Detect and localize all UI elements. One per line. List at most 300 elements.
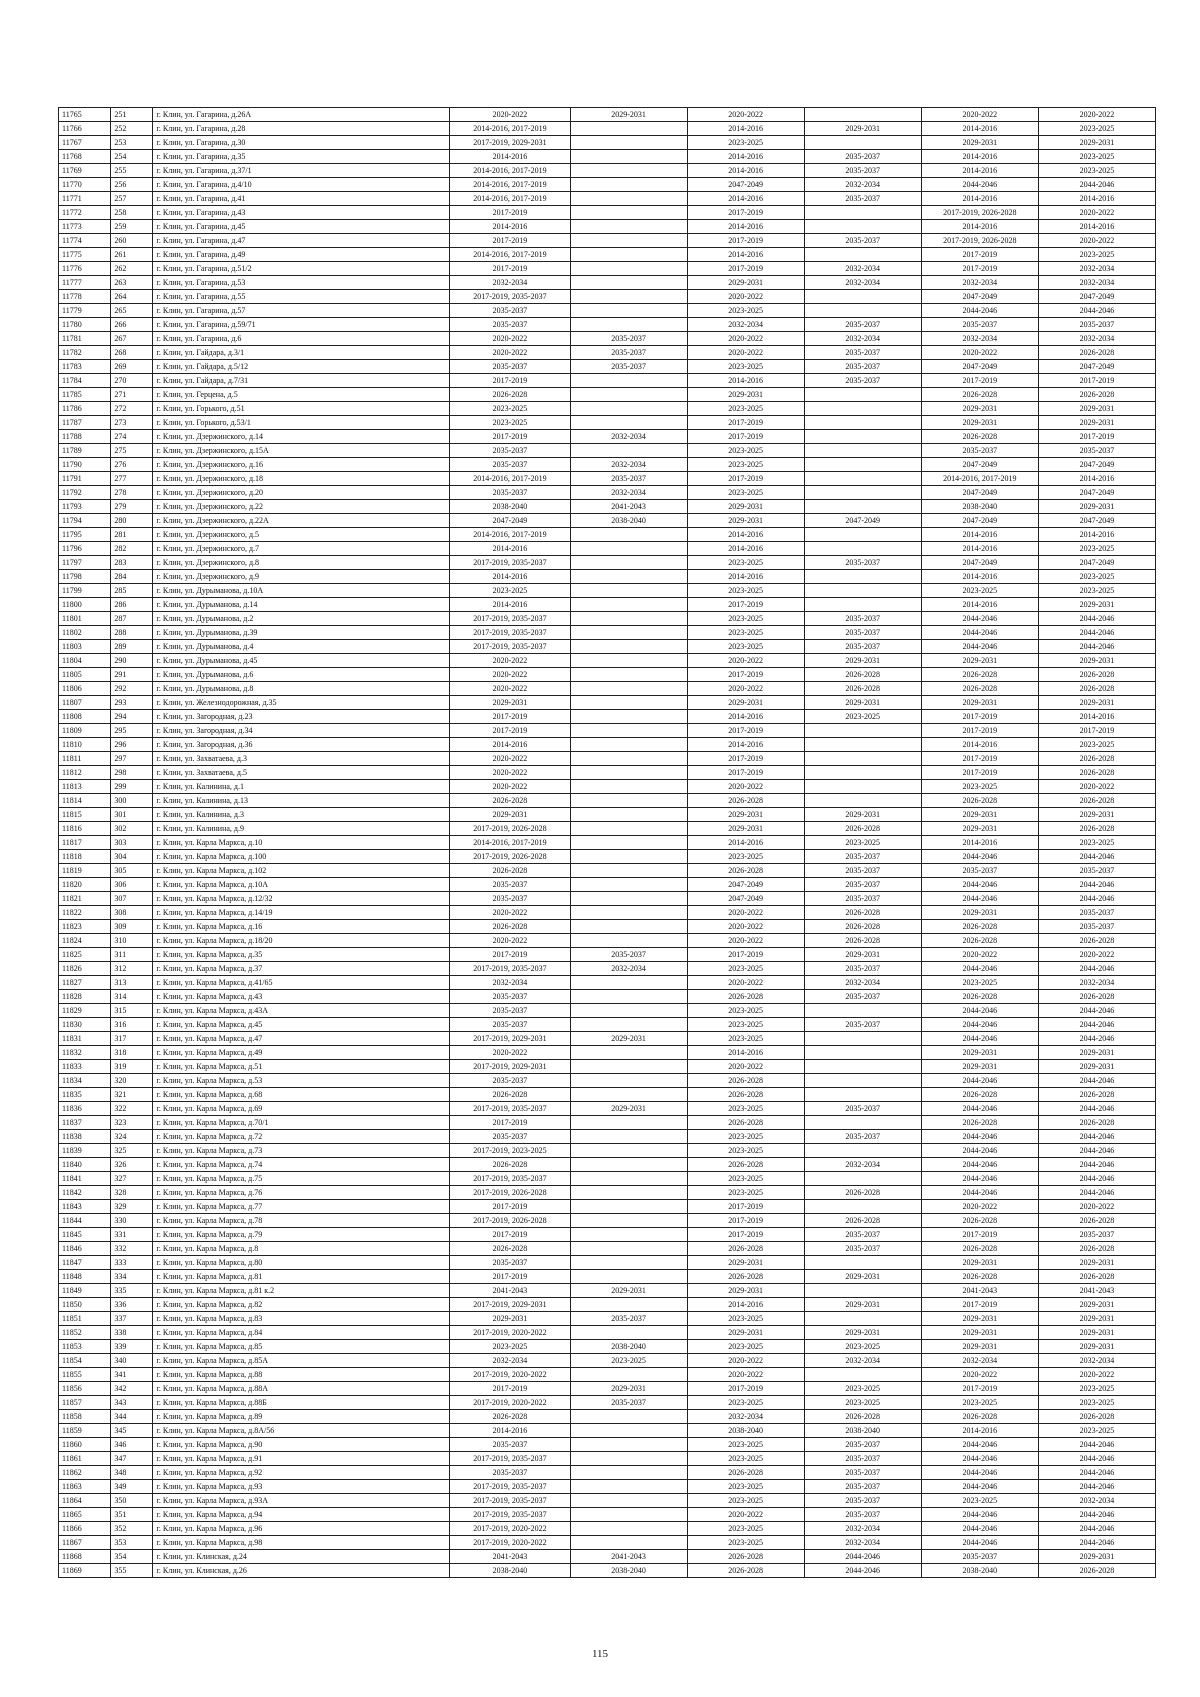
period-cell-5: 2020-2022 xyxy=(921,1368,1038,1382)
address-cell: г. Клин, ул. Дзержинского, д.22 xyxy=(153,500,450,514)
item-number-cell: 269 xyxy=(111,360,153,374)
period-cell-6: 2044-2046 xyxy=(1038,1004,1155,1018)
table-row xyxy=(59,1060,1156,1074)
period-cell-1: 2014-2016 xyxy=(450,220,570,234)
period-cell-3: 2023-2025 xyxy=(687,962,804,976)
period-cell-3: 2014-2016 xyxy=(687,542,804,556)
period-cell-3: 2026-2028 xyxy=(687,1158,804,1172)
period-cell-6: 2047-2049 xyxy=(1038,290,1155,304)
period-cell-6: 2026-2028 xyxy=(1038,934,1155,948)
period-cell-2 xyxy=(570,416,687,430)
address-cell: г. Клин, ул. Карла Маркса, д.74 xyxy=(153,1158,450,1172)
period-cell-3: 2026-2028 xyxy=(687,1270,804,1284)
table-row xyxy=(59,276,1156,290)
address-cell: г. Клин, ул. Дурыманова, д.6 xyxy=(153,668,450,682)
table-row xyxy=(59,1228,1156,1242)
period-cell-5: 2044-2046 xyxy=(921,1480,1038,1494)
period-cell-5: 2044-2046 xyxy=(921,1536,1038,1550)
table-row xyxy=(59,1214,1156,1228)
period-cell-2 xyxy=(570,682,687,696)
item-number-cell: 320 xyxy=(111,1074,153,1088)
period-cell-3: 2014-2016 xyxy=(687,836,804,850)
period-cell-1: 2017-2019, 2035-2037 xyxy=(450,640,570,654)
period-cell-6: 2026-2028 xyxy=(1038,766,1155,780)
period-cell-4: 2035-2037 xyxy=(804,1018,921,1032)
table-row xyxy=(59,962,1156,976)
table-row xyxy=(59,416,1156,430)
period-cell-4: 2023-2025 xyxy=(804,836,921,850)
period-cell-4: 2026-2028 xyxy=(804,682,921,696)
period-cell-6: 2026-2028 xyxy=(1038,1270,1155,1284)
address-cell: г. Клин, ул. Карла Маркса, д.98 xyxy=(153,1536,450,1550)
period-cell-3: 2020-2022 xyxy=(687,346,804,360)
row-number-cell: 11778 xyxy=(59,290,111,304)
period-cell-2 xyxy=(570,668,687,682)
period-cell-6: 2023-2025 xyxy=(1038,150,1155,164)
table-row xyxy=(59,808,1156,822)
row-number-cell: 11846 xyxy=(59,1242,111,1256)
item-number-cell: 333 xyxy=(111,1256,153,1270)
period-cell-4 xyxy=(804,444,921,458)
period-cell-4: 2035-2037 xyxy=(804,1102,921,1116)
period-cell-3: 2014-2016 xyxy=(687,150,804,164)
period-cell-3: 2020-2022 xyxy=(687,1368,804,1382)
address-cell: г. Клин, ул. Карла Маркса, д.8 xyxy=(153,1242,450,1256)
period-cell-4: 2032-2034 xyxy=(804,178,921,192)
item-number-cell: 353 xyxy=(111,1536,153,1550)
period-cell-2: 2038-2040 xyxy=(570,1564,687,1578)
row-number-cell: 11851 xyxy=(59,1312,111,1326)
period-cell-6: 2014-2016 xyxy=(1038,472,1155,486)
period-cell-2 xyxy=(570,710,687,724)
item-number-cell: 253 xyxy=(111,136,153,150)
table-row xyxy=(59,1466,1156,1480)
period-cell-2 xyxy=(570,122,687,136)
period-cell-2 xyxy=(570,1144,687,1158)
period-cell-5: 2044-2046 xyxy=(921,1032,1038,1046)
period-cell-4: 2035-2037 xyxy=(804,1466,921,1480)
period-cell-5: 2014-2016 xyxy=(921,192,1038,206)
period-cell-5: 2014-2016 xyxy=(921,598,1038,612)
period-cell-3: 2017-2019 xyxy=(687,1382,804,1396)
period-cell-3: 2029-2031 xyxy=(687,276,804,290)
period-cell-6: 2026-2028 xyxy=(1038,990,1155,1004)
period-cell-2: 2041-2043 xyxy=(570,1550,687,1564)
address-cell: г. Клин, ул. Карла Маркса, д.100 xyxy=(153,850,450,864)
period-cell-1: 2020-2022 xyxy=(450,934,570,948)
period-cell-1: 2035-2037 xyxy=(450,1130,570,1144)
period-cell-6: 2026-2028 xyxy=(1038,794,1155,808)
period-cell-3: 2017-2019 xyxy=(687,472,804,486)
period-cell-1: 2017-2019, 2035-2037 xyxy=(450,1480,570,1494)
period-cell-2 xyxy=(570,822,687,836)
period-cell-6: 2023-2025 xyxy=(1038,836,1155,850)
period-cell-2 xyxy=(570,388,687,402)
period-cell-6: 2041-2043 xyxy=(1038,1284,1155,1298)
address-cell: г. Клин, ул. Гайдара, д.3/1 xyxy=(153,346,450,360)
address-cell: г. Клин, ул. Карла Маркса, д.90 xyxy=(153,1438,450,1452)
table-row xyxy=(59,486,1156,500)
item-number-cell: 347 xyxy=(111,1452,153,1466)
row-number-cell: 11844 xyxy=(59,1214,111,1228)
item-number-cell: 285 xyxy=(111,584,153,598)
address-cell: г. Клин, ул. Дзержинского, д.8 xyxy=(153,556,450,570)
item-number-cell: 355 xyxy=(111,1564,153,1578)
period-cell-4: 2023-2025 xyxy=(804,1396,921,1410)
period-cell-4 xyxy=(804,766,921,780)
period-cell-2: 2038-2040 xyxy=(570,514,687,528)
table-row xyxy=(59,1494,1156,1508)
table-row xyxy=(59,892,1156,906)
period-cell-5: 2044-2046 xyxy=(921,1074,1038,1088)
item-number-cell: 321 xyxy=(111,1088,153,1102)
address-cell: г. Клин, ул. Захватаева, д.3 xyxy=(153,752,450,766)
period-cell-3: 2020-2022 xyxy=(687,920,804,934)
table-row xyxy=(59,696,1156,710)
period-cell-4: 2035-2037 xyxy=(804,990,921,1004)
period-cell-5: 2029-2031 xyxy=(921,696,1038,710)
period-cell-4 xyxy=(804,416,921,430)
period-cell-6: 2044-2046 xyxy=(1038,892,1155,906)
item-number-cell: 308 xyxy=(111,906,153,920)
period-cell-3: 2020-2022 xyxy=(687,1354,804,1368)
item-number-cell: 325 xyxy=(111,1144,153,1158)
row-number-cell: 11831 xyxy=(59,1032,111,1046)
item-number-cell: 264 xyxy=(111,290,153,304)
table-row xyxy=(59,654,1156,668)
period-cell-6: 2023-2025 xyxy=(1038,164,1155,178)
period-cell-2 xyxy=(570,598,687,612)
period-cell-4 xyxy=(804,472,921,486)
address-cell: г. Клин, ул. Дурыманова, д.2 xyxy=(153,612,450,626)
table-row xyxy=(59,122,1156,136)
period-cell-3: 2023-2025 xyxy=(687,304,804,318)
row-number-cell: 11845 xyxy=(59,1228,111,1242)
table-row xyxy=(59,1116,1156,1130)
period-cell-1: 2020-2022 xyxy=(450,682,570,696)
row-number-cell: 11829 xyxy=(59,1004,111,1018)
period-cell-2 xyxy=(570,1466,687,1480)
table-row xyxy=(59,220,1156,234)
period-cell-3: 2023-2025 xyxy=(687,1340,804,1354)
period-cell-4: 2044-2046 xyxy=(804,1550,921,1564)
period-cell-2 xyxy=(570,1060,687,1074)
item-number-cell: 258 xyxy=(111,206,153,220)
item-number-cell: 322 xyxy=(111,1102,153,1116)
period-cell-2 xyxy=(570,1298,687,1312)
period-cell-5: 2047-2049 xyxy=(921,514,1038,528)
period-cell-5: 2026-2028 xyxy=(921,1116,1038,1130)
address-cell: г. Клин, ул. Дзержинского, д.14 xyxy=(153,430,450,444)
period-cell-6: 2029-2031 xyxy=(1038,136,1155,150)
period-cell-6: 2044-2046 xyxy=(1038,626,1155,640)
address-cell: г. Клин, ул. Гагарина, д.53 xyxy=(153,276,450,290)
period-cell-4: 2029-2031 xyxy=(804,808,921,822)
period-cell-3: 2029-2031 xyxy=(687,808,804,822)
period-cell-6: 2044-2046 xyxy=(1038,1438,1155,1452)
table-row xyxy=(59,234,1156,248)
table-row xyxy=(59,1354,1156,1368)
item-number-cell: 273 xyxy=(111,416,153,430)
period-cell-1: 2014-2016, 2017-2019 xyxy=(450,836,570,850)
row-number-cell: 11835 xyxy=(59,1088,111,1102)
table-row xyxy=(59,1144,1156,1158)
period-cell-4 xyxy=(804,738,921,752)
period-cell-5: 2029-2031 xyxy=(921,1256,1038,1270)
item-number-cell: 263 xyxy=(111,276,153,290)
period-cell-5: 2029-2031 xyxy=(921,136,1038,150)
period-cell-6: 2029-2031 xyxy=(1038,1550,1155,1564)
period-cell-4 xyxy=(804,752,921,766)
period-cell-2 xyxy=(570,1438,687,1452)
period-cell-3: 2017-2019 xyxy=(687,1228,804,1242)
address-cell: г. Клин, ул. Загородная, д.23 xyxy=(153,710,450,724)
row-number-cell: 11770 xyxy=(59,178,111,192)
row-number-cell: 11788 xyxy=(59,430,111,444)
item-number-cell: 266 xyxy=(111,318,153,332)
period-cell-6: 2014-2016 xyxy=(1038,192,1155,206)
period-cell-2 xyxy=(570,1214,687,1228)
period-cell-1: 2017-2019, 2029-2031 xyxy=(450,1060,570,1074)
period-cell-5: 2035-2037 xyxy=(921,1550,1038,1564)
address-cell: г. Клин, ул. Карла Маркса, д.89 xyxy=(153,1410,450,1424)
period-cell-3: 2023-2025 xyxy=(687,1438,804,1452)
item-number-cell: 267 xyxy=(111,332,153,346)
address-cell: г. Клин, ул. Загородная, д.34 xyxy=(153,724,450,738)
period-cell-4 xyxy=(804,1032,921,1046)
period-cell-3: 2023-2025 xyxy=(687,1018,804,1032)
period-cell-3: 2017-2019 xyxy=(687,1200,804,1214)
item-number-cell: 332 xyxy=(111,1242,153,1256)
period-cell-2 xyxy=(570,1172,687,1186)
item-number-cell: 305 xyxy=(111,864,153,878)
period-cell-6: 2029-2031 xyxy=(1038,1298,1155,1312)
period-cell-4: 2035-2037 xyxy=(804,150,921,164)
row-number-cell: 11858 xyxy=(59,1410,111,1424)
item-number-cell: 290 xyxy=(111,654,153,668)
period-cell-5: 2026-2028 xyxy=(921,1214,1038,1228)
period-cell-1: 2032-2034 xyxy=(450,276,570,290)
row-number-cell: 11767 xyxy=(59,136,111,150)
period-cell-6: 2020-2022 xyxy=(1038,948,1155,962)
period-cell-6: 2023-2025 xyxy=(1038,584,1155,598)
period-cell-6: 2044-2046 xyxy=(1038,304,1155,318)
table-row xyxy=(59,1480,1156,1494)
period-cell-6: 2023-2025 xyxy=(1038,1396,1155,1410)
address-cell: г. Клин, ул. Карла Маркса, д.85А xyxy=(153,1354,450,1368)
address-cell: г. Клин, ул. Дзержинского, д.9 xyxy=(153,570,450,584)
period-cell-2: 2023-2025 xyxy=(570,1354,687,1368)
period-cell-3: 2014-2016 xyxy=(687,248,804,262)
period-cell-3: 2020-2022 xyxy=(687,780,804,794)
item-number-cell: 304 xyxy=(111,850,153,864)
period-cell-5: 2035-2037 xyxy=(921,444,1038,458)
period-cell-5: 2044-2046 xyxy=(921,1018,1038,1032)
address-cell: г. Клин, ул. Гайдара, д.5/12 xyxy=(153,360,450,374)
row-number-cell: 11804 xyxy=(59,654,111,668)
table-row xyxy=(59,836,1156,850)
period-cell-4 xyxy=(804,1200,921,1214)
address-cell: г. Клин, ул. Гагарина, д.51/2 xyxy=(153,262,450,276)
address-cell: г. Клин, ул. Карла Маркса, д.91 xyxy=(153,1452,450,1466)
period-cell-1: 2035-2037 xyxy=(450,1256,570,1270)
row-number-cell: 11834 xyxy=(59,1074,111,1088)
period-cell-3: 2014-2016 xyxy=(687,710,804,724)
item-number-cell: 302 xyxy=(111,822,153,836)
period-cell-2 xyxy=(570,1494,687,1508)
address-cell: г. Клин, ул. Карла Маркса, д.93А xyxy=(153,1494,450,1508)
period-cell-4 xyxy=(804,402,921,416)
table-row xyxy=(59,1032,1156,1046)
period-cell-3: 2026-2028 xyxy=(687,1242,804,1256)
period-cell-5: 2026-2028 xyxy=(921,388,1038,402)
period-cell-4 xyxy=(804,486,921,500)
address-cell: г. Клин, ул. Карла Маркса, д.92 xyxy=(153,1466,450,1480)
address-cell: г. Клин, ул. Клинская, д.24 xyxy=(153,1550,450,1564)
period-cell-5: 2017-2019 xyxy=(921,1228,1038,1242)
period-cell-5: 2047-2049 xyxy=(921,458,1038,472)
period-cell-5: 2014-2016 xyxy=(921,220,1038,234)
address-cell: г. Клин, ул. Карла Маркса, д.85 xyxy=(153,1340,450,1354)
period-cell-5: 2035-2037 xyxy=(921,864,1038,878)
period-cell-6: 2044-2046 xyxy=(1038,1074,1155,1088)
period-cell-2 xyxy=(570,864,687,878)
table-row xyxy=(59,1284,1156,1298)
period-cell-3: 2017-2019 xyxy=(687,1214,804,1228)
period-cell-2: 2029-2031 xyxy=(570,1382,687,1396)
period-cell-3: 2017-2019 xyxy=(687,206,804,220)
period-cell-3: 2023-2025 xyxy=(687,1536,804,1550)
address-cell: г. Клин, ул. Гагарина, д.59/71 xyxy=(153,318,450,332)
period-cell-1: 2017-2019 xyxy=(450,206,570,220)
period-cell-2 xyxy=(570,1186,687,1200)
period-cell-6: 2035-2037 xyxy=(1038,864,1155,878)
row-number-cell: 11843 xyxy=(59,1200,111,1214)
item-number-cell: 319 xyxy=(111,1060,153,1074)
row-number-cell: 11818 xyxy=(59,850,111,864)
address-cell: г. Клин, ул. Гагарина, д.37/1 xyxy=(153,164,450,178)
item-number-cell: 312 xyxy=(111,962,153,976)
table-row xyxy=(59,458,1156,472)
period-cell-3: 2047-2049 xyxy=(687,178,804,192)
period-cell-4: 2035-2037 xyxy=(804,346,921,360)
period-cell-2 xyxy=(570,220,687,234)
item-number-cell: 307 xyxy=(111,892,153,906)
row-number-cell: 11848 xyxy=(59,1270,111,1284)
item-number-cell: 303 xyxy=(111,836,153,850)
row-number-cell: 11783 xyxy=(59,360,111,374)
address-cell: г. Клин, ул. Карла Маркса, д.96 xyxy=(153,1522,450,1536)
address-cell: г. Клин, ул. Дзержинского, д.22А xyxy=(153,514,450,528)
item-number-cell: 323 xyxy=(111,1116,153,1130)
period-cell-6: 2044-2046 xyxy=(1038,1452,1155,1466)
period-cell-5: 2023-2025 xyxy=(921,584,1038,598)
item-number-cell: 318 xyxy=(111,1046,153,1060)
period-cell-1: 2020-2022 xyxy=(450,332,570,346)
page-number: 115 xyxy=(591,1648,609,1660)
period-cell-5: 2014-2016 xyxy=(921,570,1038,584)
period-cell-3: 2020-2022 xyxy=(687,934,804,948)
item-number-cell: 330 xyxy=(111,1214,153,1228)
period-cell-6: 2032-2034 xyxy=(1038,276,1155,290)
period-cell-2: 2035-2037 xyxy=(570,1396,687,1410)
row-number-cell: 11814 xyxy=(59,794,111,808)
period-cell-6: 2044-2046 xyxy=(1038,1186,1155,1200)
table-row xyxy=(59,332,1156,346)
period-cell-5: 2029-2031 xyxy=(921,808,1038,822)
row-number-cell: 11821 xyxy=(59,892,111,906)
period-cell-4 xyxy=(804,780,921,794)
period-cell-2 xyxy=(570,1326,687,1340)
period-cell-4: 2032-2034 xyxy=(804,332,921,346)
row-number-cell: 11849 xyxy=(59,1284,111,1298)
period-cell-5: 2020-2022 xyxy=(921,948,1038,962)
address-cell: г. Клин, ул. Гагарина, д.6 xyxy=(153,332,450,346)
period-cell-2 xyxy=(570,444,687,458)
period-cell-2 xyxy=(570,556,687,570)
period-cell-3: 2029-2031 xyxy=(687,514,804,528)
row-number-cell: 11772 xyxy=(59,206,111,220)
period-cell-4: 2029-2031 xyxy=(804,654,921,668)
period-cell-4: 2035-2037 xyxy=(804,878,921,892)
item-number-cell: 343 xyxy=(111,1396,153,1410)
period-cell-4: 2035-2037 xyxy=(804,234,921,248)
period-cell-3: 2023-2025 xyxy=(687,1004,804,1018)
row-number-cell: 11798 xyxy=(59,570,111,584)
item-number-cell: 271 xyxy=(111,388,153,402)
period-cell-4 xyxy=(804,542,921,556)
period-cell-5: 2029-2031 xyxy=(921,416,1038,430)
row-number-cell: 11781 xyxy=(59,332,111,346)
period-cell-3: 2017-2019 xyxy=(687,430,804,444)
item-number-cell: 352 xyxy=(111,1522,153,1536)
table-row xyxy=(59,850,1156,864)
period-cell-3: 2014-2016 xyxy=(687,220,804,234)
period-cell-4: 2026-2028 xyxy=(804,822,921,836)
row-number-cell: 11777 xyxy=(59,276,111,290)
table-row xyxy=(59,1074,1156,1088)
period-cell-4: 2035-2037 xyxy=(804,1480,921,1494)
period-cell-2 xyxy=(570,1116,687,1130)
table-row xyxy=(59,556,1156,570)
address-cell: г. Клин, ул. Калинина, д.9 xyxy=(153,822,450,836)
period-cell-2: 2035-2037 xyxy=(570,948,687,962)
period-cell-1: 2017-2019, 2035-2037 xyxy=(450,612,570,626)
period-cell-5: 2014-2016 xyxy=(921,528,1038,542)
row-number-cell: 11785 xyxy=(59,388,111,402)
period-cell-4 xyxy=(804,1074,921,1088)
table-row xyxy=(59,346,1156,360)
period-cell-4 xyxy=(804,584,921,598)
period-cell-5: 2026-2028 xyxy=(921,794,1038,808)
period-cell-2 xyxy=(570,878,687,892)
row-number-cell: 11806 xyxy=(59,682,111,696)
period-cell-6: 2035-2037 xyxy=(1038,906,1155,920)
address-cell: г. Клин, ул. Карла Маркса, д.79 xyxy=(153,1228,450,1242)
period-cell-3: 2017-2019 xyxy=(687,598,804,612)
row-number-cell: 11791 xyxy=(59,472,111,486)
period-cell-5: 2044-2046 xyxy=(921,850,1038,864)
period-cell-6: 2044-2046 xyxy=(1038,1018,1155,1032)
item-number-cell: 338 xyxy=(111,1326,153,1340)
period-cell-4 xyxy=(804,304,921,318)
table-row xyxy=(59,1382,1156,1396)
address-cell: г. Клин, ул. Калинина, д.3 xyxy=(153,808,450,822)
period-cell-5: 2020-2022 xyxy=(921,346,1038,360)
item-number-cell: 276 xyxy=(111,458,153,472)
item-number-cell: 287 xyxy=(111,612,153,626)
table-row xyxy=(59,668,1156,682)
